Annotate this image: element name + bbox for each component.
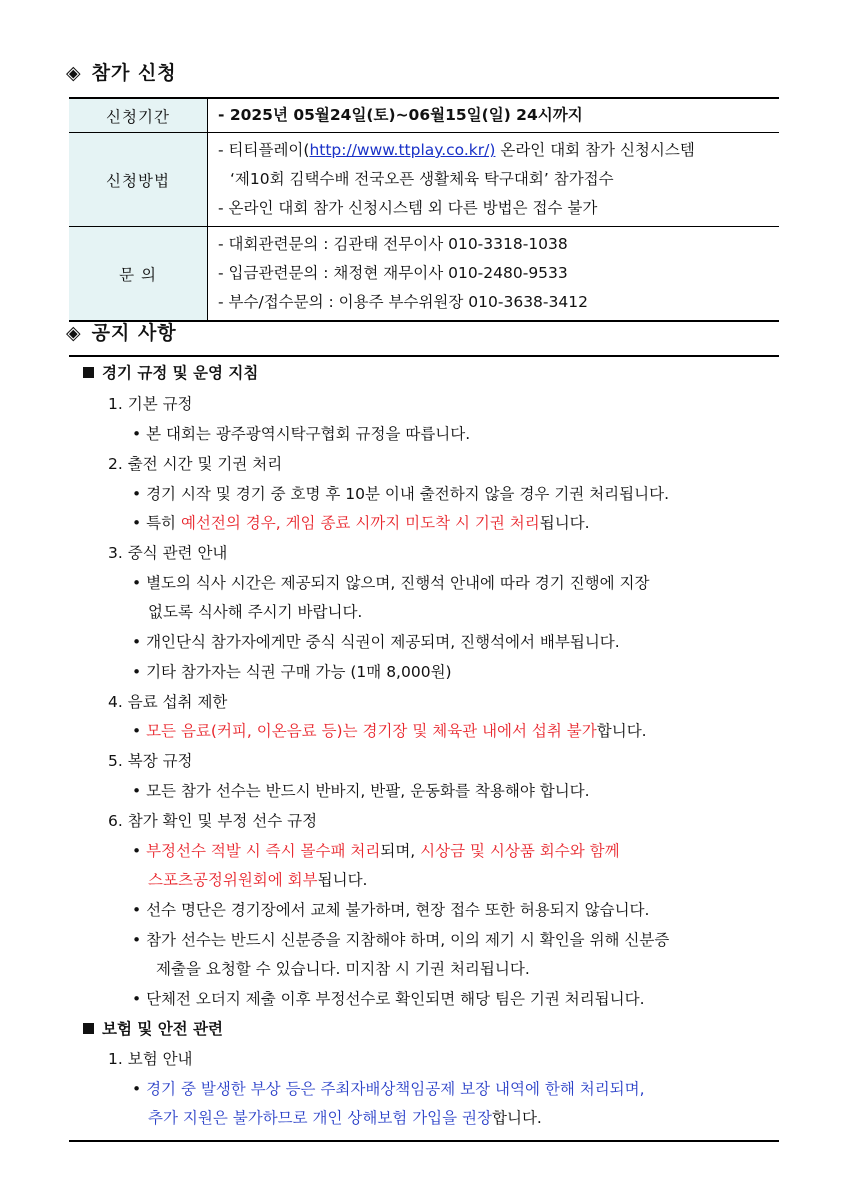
item-4-bullet-1: • 모든 음료(커피, 이온음료 등)는 경기장 및 체육관 내에서 섭취 불가합니다. [132,722,647,740]
square-bullet-icon [83,1023,94,1034]
item-6-bullet-3: • 참가 선수는 반드시 신분증을 지참해야 하며, 이의 제기 시 확인을 위해 신분증 [132,931,670,949]
diamond-marker-icon: ◈ [66,322,82,344]
section-title-notice: ◈ 공지 사항 [66,322,177,344]
item-3-bullet-1-cont: 없도록 식사해 주시기 바랍니다. [148,603,363,621]
item-4-heading: 4. 음료 섭취 제한 [108,693,228,711]
ttplay-link[interactable]: http://www.ttplay.co.kr/) [309,141,496,159]
method-value [208,133,780,227]
period-value: - 2025년 05월24일(토)~06월15일(일) 24시까지 [208,98,780,133]
method-line-3: - 온라인 대회 참가 신청시스템 외 다른 방법은 접수 불가 [218,199,598,217]
inquiry-line-2: - 입금관련문의 : 채정현 재무이사 010-2480-9533 [218,264,568,282]
item-6-bullet-1: • 부정선수 적발 시 즉시 몰수패 처리되며, 시상금 및 시상품 회수와 함께 [132,842,620,860]
method-line-1: - 티티플레이(http://www.ttplay.co.kr/) 온라인 대회 참가 신청시스템 [218,141,695,159]
item-1-heading: 1. 기본 규정 [108,395,193,413]
method-label: 신청방법 [69,133,208,227]
insurance-item-1-bullet-1: • 경기 중 발생한 부상 등은 주최자배상책임공제 보장 내역에 한해 처리되며, [132,1080,645,1098]
item-6-bullet-2: • 선수 명단은 경기장에서 교체 불가하며, 현장 접수 또한 허용되지 않습니다. [132,901,650,919]
subheading-insurance: 보험 및 안전 관련 [83,1017,223,1039]
insurance-item-1-bullet-1-cont: 추가 지원은 불가하므로 개인 상해보험 가입을 권장합니다. [148,1109,542,1127]
period-label: 신청기간 [69,98,208,133]
table-row-period [69,98,779,133]
item-5-heading: 5. 복장 규정 [108,752,193,770]
item-3-bullet-2: • 개인단식 참가자에게만 중식 식권이 제공되며, 진행석에서 배부됩니다. [132,633,620,651]
item-5-bullet-1: • 모든 참가 선수는 반드시 반바지, 반팔, 운동화를 착용해야 합니다. [132,782,590,800]
item-2-heading: 2. 출전 시간 및 기권 처리 [108,455,283,473]
method-line-2: ‘제10회 김택수배 전국오픈 생활체육 탁구대회’ 참가접수 [230,170,614,188]
item-6-bullet-4: • 단체전 오더지 제출 이후 부정선수로 확인되면 해당 팀은 기권 처리됩니다. [132,990,645,1008]
inquiry-label: 문 의 [69,227,208,322]
item-2-bullet-1: • 경기 시작 및 경기 중 호명 후 10분 이내 출전하지 않을 경우 기권 처리됩니다. [132,485,669,503]
inquiry-line-3: - 부수/접수문의 : 이용주 부수위원장 010-3638-3412 [218,293,588,311]
insurance-item-1-heading: 1. 보험 안내 [108,1050,193,1068]
item-1-bullet-1: • 본 대회는 광주광역시탁구협회 규정을 따릅니다. [132,425,471,443]
diamond-marker-icon: ◈ [66,62,82,84]
item-6-bullet-1-cont: 스포츠공정위원회에 회부됩니다. [148,871,368,889]
item-3-bullet-1: • 별도의 식사 시간은 제공되지 않으며, 진행석 안내에 따라 경기 진행에 지장 [132,574,650,592]
table-row-inquiry [69,227,779,322]
item-2-bullet-2: • 특히 예선전의 경우, 게임 종료 시까지 미도착 시 기권 처리됩니다. [132,514,590,532]
square-bullet-icon [83,367,94,378]
subheading-rules: 경기 규정 및 운영 지침 [83,361,258,383]
section-title-apply: ◈ 참가 신청 [66,62,177,84]
inquiry-line-1: - 대회관련문의 : 김관태 전무이사 010-3318-1038 [218,235,568,253]
item-6-bullet-3-cont: 제출을 요청할 수 있습니다. 미지참 시 기권 처리됩니다. [156,960,530,978]
item-3-heading: 3. 중식 관련 안내 [108,544,228,562]
inquiry-value [208,227,780,322]
item-6-heading: 6. 참가 확인 및 부정 선수 규정 [108,812,318,830]
table-row-method [69,133,779,227]
apply-table [69,97,779,322]
item-3-bullet-3: • 기타 참가자는 식권 구매 가능 (1매 8,000원) [132,663,452,681]
